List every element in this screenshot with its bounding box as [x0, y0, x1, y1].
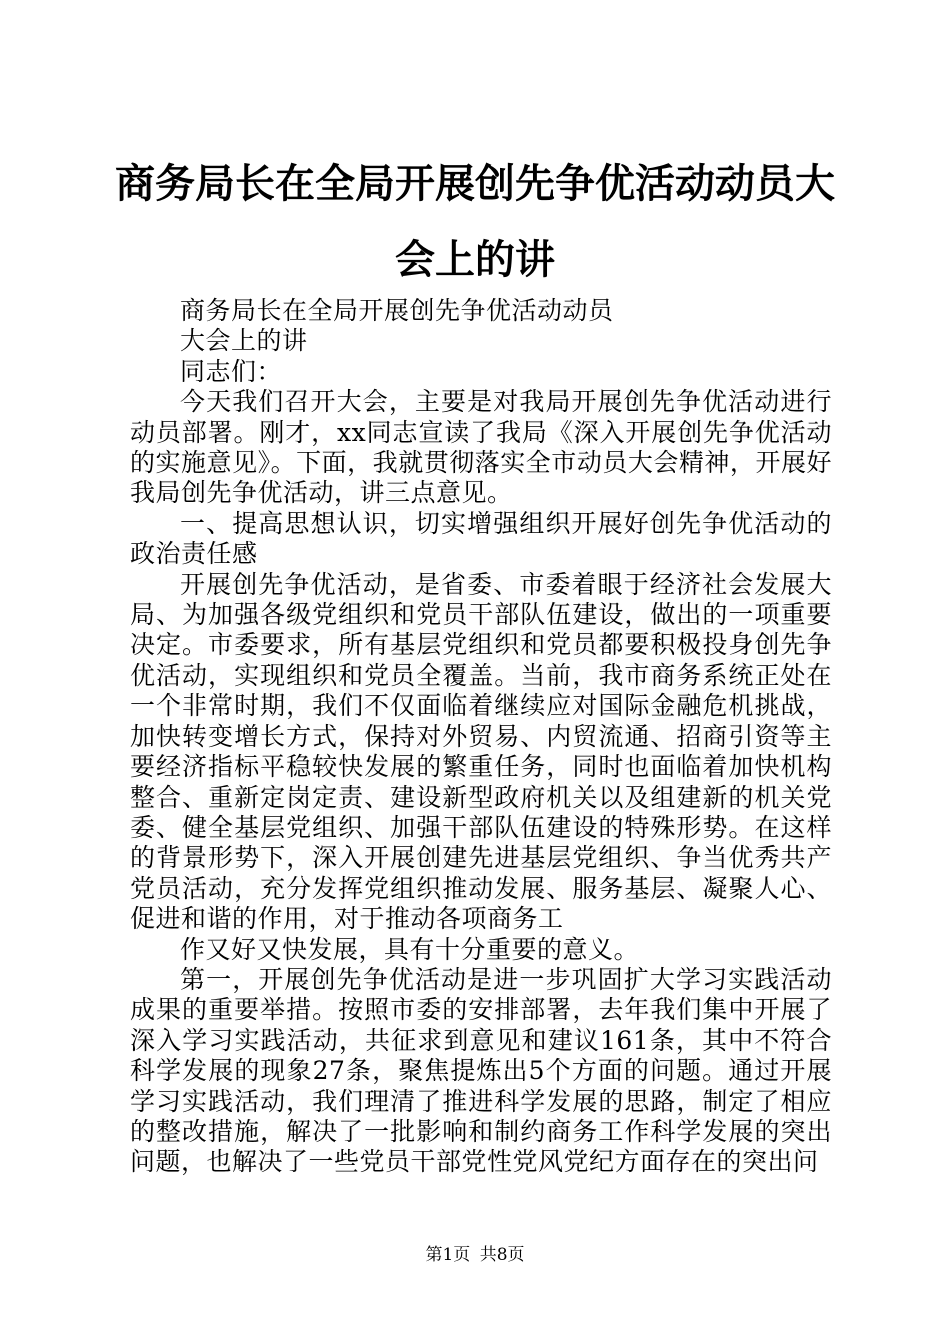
- paragraph: 一、提高思想认识，切实增强组织开展好创先争优活动的政治责任感: [130, 508, 832, 569]
- paragraph: 商务局长在全局开展创先争优活动动员: [180, 296, 614, 325]
- paragraph: 同志们：: [180, 356, 283, 386]
- page-footer: [0, 1240, 950, 1265]
- document-title: 商务局长在全局开展创先争优活动动员大会上的讲: [115, 160, 835, 283]
- paragraph: 作又好又快发展，具有十分重要的意义。: [180, 934, 640, 964]
- paragraph: 开展创先争优活动，是省委、市委着眼于经济社会发展大局、为加强各级党组织和党员干部队伍建设，做出的一项重要决定。市委要求，所有基层党组织和党员都要积极投身创先争优活动，实现组织和党员全覆盖。当前，我市商务系统正处在一个非常时期，我们不仅面临着继续应对国际金融危机挑战，加快转变增长方式，保持对外贸易、内贸流通、招商引资等主要经济指标平稳较快发展的繁重任务，同时也面临着加快机构整合、重新定岗定责、建设新型政府机关以及组建新的机关党委、健全基层党组织、加强干部队伍建设的特殊形势。在这样的背景形势下，深入开展创建先进基层党组织、争当优秀共产党员活动，充分发挥党组织推动发展、服务基层、凝聚人心、促进和谐的作用，对于推动各项商务工: [130, 569, 832, 934]
- paragraph: 第一，开展创先争优活动是进一步巩固扩大学习实践活动成果的重要举措。按照市委的安排部署，去年我们集中开展了深入学习实践活动，共征求到意见和建议161条，其中不符合科学发展的现象27条，聚焦提炼出5个方面的问题。通过开展学习实践活动，我们理清了推进科学发展的思路，制定了相应的整改措施，解决了一批影响和制约商务工作科学发展的突出问题，也解决了一些党员干部党性党风党纪方面存在的突出问: [130, 964, 832, 1177]
- paragraph: 今天我们召开大会，主要是对我局开展创先争优活动进行动员部署。刚才，xx同志宣读了我局《深入开展创先争优活动的实施意见》。下面，我就贯彻落实全市动员大会精神，开展好我局创先争优活动，讲三点意见。: [130, 387, 832, 508]
- page-total: 共8页: [479, 1245, 525, 1265]
- paragraph: 大会上的讲: [180, 326, 308, 356]
- page-number: 第1页: [425, 1245, 471, 1265]
- document-body: [130, 296, 832, 1178]
